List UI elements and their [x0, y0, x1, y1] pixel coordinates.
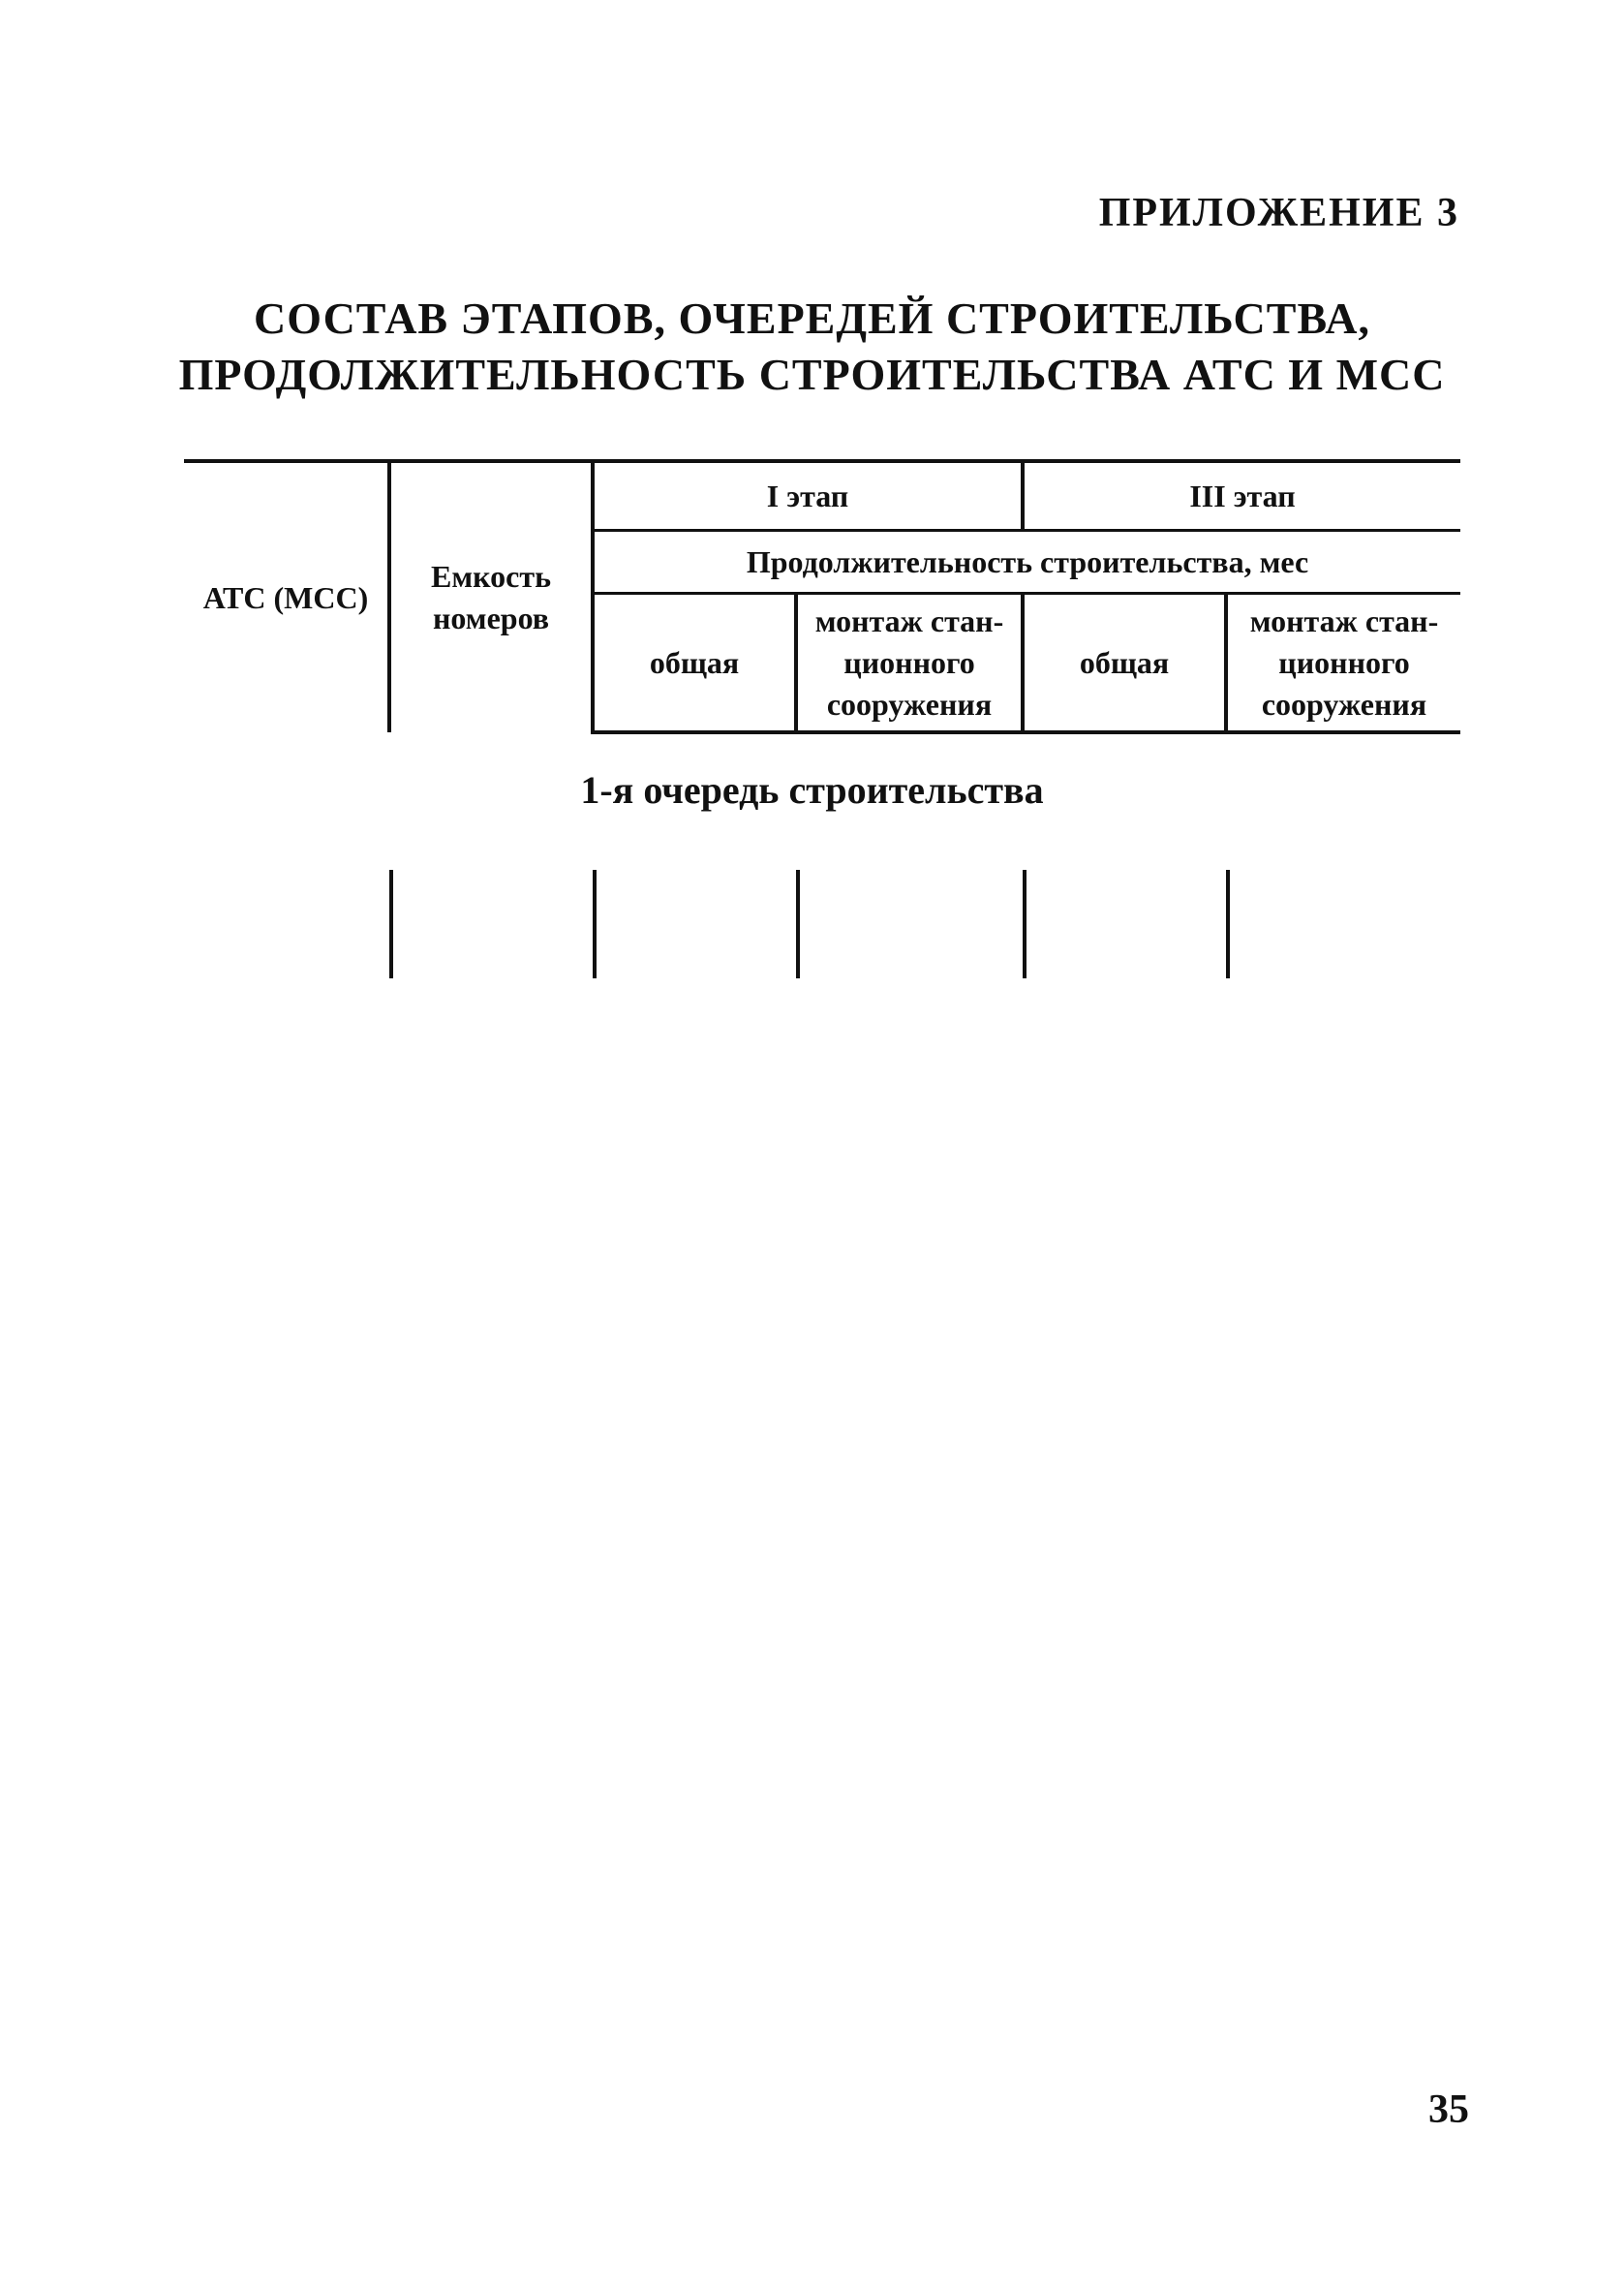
header-stage-1: I этап [593, 461, 1023, 531]
document-title [0, 291, 1624, 403]
construction-schedule-table [184, 459, 1460, 734]
column-divider [389, 870, 393, 978]
mounting-line2: ционного [1278, 644, 1410, 680]
header-capacity-line2: номеров [432, 601, 550, 635]
header-duration: Продолжительность строительства, мес [593, 531, 1460, 594]
mounting-line3: сооружения [1261, 686, 1427, 722]
header-stage1-total: общая [593, 594, 796, 733]
queue-heading: 1-я очередь строительства [580, 768, 1044, 812]
column-divider [1023, 870, 1026, 978]
header-capacity [389, 461, 593, 732]
header-ats: АТС (МСС) [184, 461, 389, 732]
mounting-line2: ционного [843, 644, 975, 680]
header-stage-3: III этап [1023, 461, 1460, 531]
column-divider [593, 870, 597, 978]
header-row-stages [184, 461, 1460, 531]
mounting-line1: монтаж стан- [814, 603, 1004, 638]
title-line-1: СОСТАВ ЭТАПОВ, ОЧЕРЕДЕЙ СТРОИТЕЛЬСТВА, [254, 294, 1370, 343]
mounting-line1: монтаж стан- [1249, 603, 1439, 638]
title-line-2: ПРОДОЛЖИТЕЛЬНОСТЬ СТРОИТЕЛЬСТВА АТС И МСС [178, 350, 1446, 399]
mounting-line3: сооружения [826, 686, 993, 722]
column-divider [796, 870, 800, 978]
header-stage3-total: общая [1023, 594, 1226, 733]
column-divider [1226, 870, 1230, 978]
header-capacity-line1: Емкость [431, 559, 551, 594]
header-stage1-mounting [796, 594, 1023, 733]
appendix-label: ПРИЛОЖЕНИЕ 3 [1098, 191, 1459, 235]
header-stage3-mounting [1226, 594, 1460, 733]
page-number: 35 [1428, 2087, 1469, 2132]
